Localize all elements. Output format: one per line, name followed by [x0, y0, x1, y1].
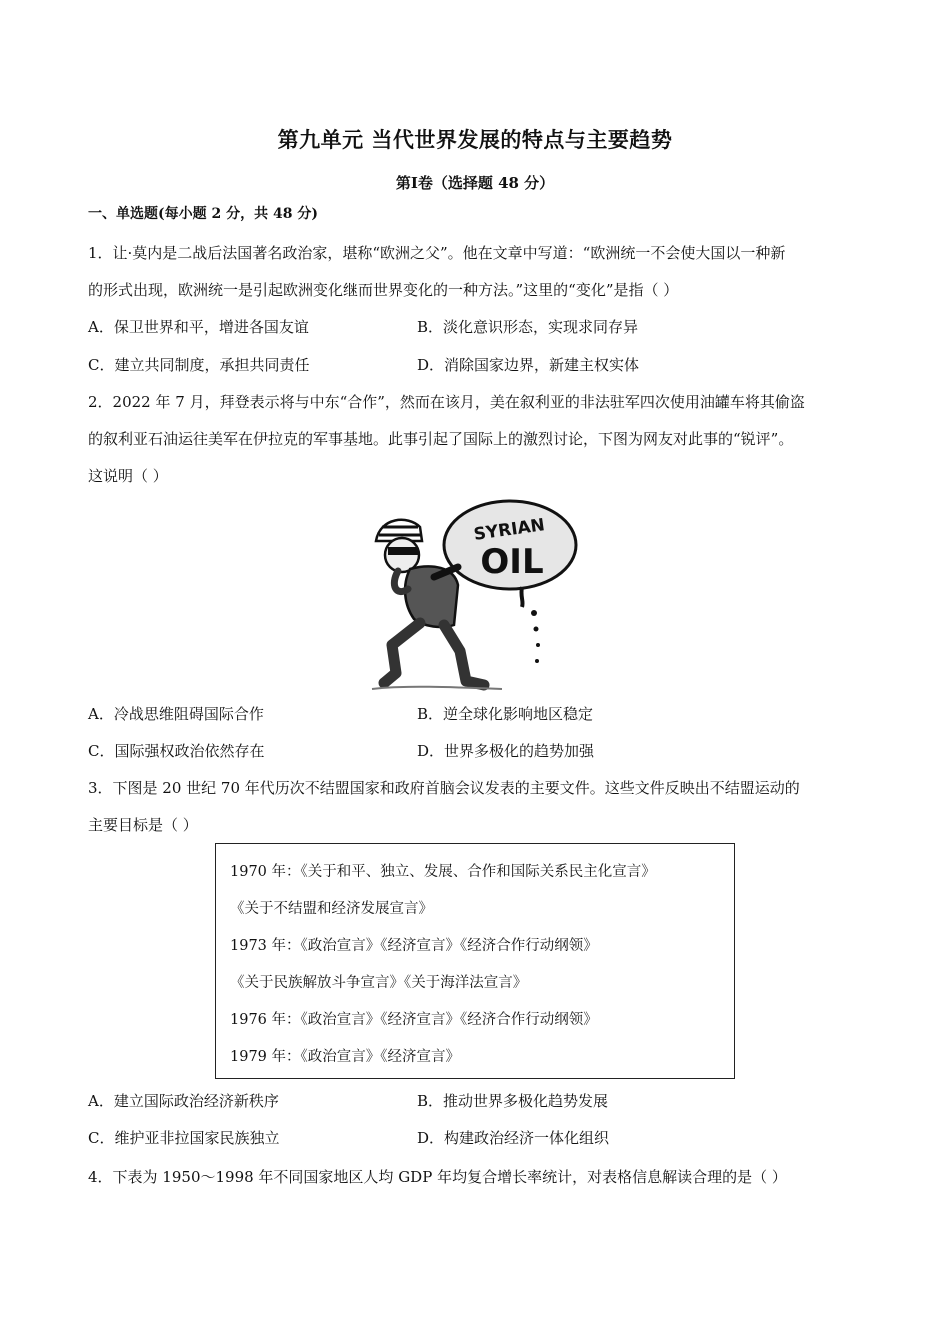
q2-text-line-2: 的叙利亚石油运往美军在伊拉克的军事基地。此事引起了国际上的激烈讨论，下图为网友对此事的“锐评”。: [88, 430, 794, 448]
q3-option-a[interactable]: A．建立国际政治经济新秩序: [88, 1092, 279, 1110]
q1-text-line-2: 的形式出现，欧洲统一是引起欧洲变化继而世界变化的一种方法。”这里的“变化”是指（ ）: [88, 281, 679, 299]
q1-text-line-1: 1．让·莫内是二战后法国著名政治家，堪称“欧洲之父”。他在文章中写道：“欧洲统一不会使大国以一种新: [88, 244, 786, 262]
thief-leg: [384, 623, 420, 683]
box-line: 1976 年：《政治宣言》《经济宣言》《经济合作行动纲领》: [230, 1012, 598, 1028]
page-title: 第九单元 当代世界发展的特点与主要趋势: [277, 128, 673, 152]
q4-text-line-1: 4．下表为 1950～1998 年不同国家地区人均 GDP 年均复合增长率统计，对表格信息解读合理的是（ ）: [88, 1168, 787, 1186]
oil-drop: [535, 659, 539, 663]
q1-option-a[interactable]: A．保卫世界和平，增进各国友谊: [88, 318, 309, 336]
section-heading: 一、单选题(每小题 2 分，共 48 分): [88, 206, 318, 222]
q2-text-line-3: 这说明（ ）: [88, 467, 168, 485]
q2-option-b[interactable]: B．逆全球化影响地区稳定: [417, 705, 594, 723]
oil-drip: [521, 587, 522, 607]
q3-option-d[interactable]: D．构建政治经济一体化组织: [417, 1129, 610, 1147]
box-line: 1979 年：《政治宣言》《经济宣言》: [230, 1049, 461, 1065]
q2-option-a[interactable]: A．冷战思维阻碍国际合作: [88, 705, 264, 723]
thief-mask: [388, 547, 418, 555]
q2-option-c[interactable]: C．国际强权政治依然存在: [88, 742, 265, 760]
box-line: 《关于民族解放斗争宣言》《关于海洋法宣言》: [230, 975, 528, 991]
q1-option-d[interactable]: D．消除国家边界，新建主权实体: [417, 356, 640, 374]
q3-option-c[interactable]: C．维护亚非拉国家民族独立: [88, 1129, 280, 1147]
box-line: 1973 年：《政治宣言》《经济宣言》《经济合作行动纲领》: [230, 938, 598, 954]
q3-option-b[interactable]: B．推动世界多极化趋势发展: [417, 1092, 609, 1110]
thief-cartoon-image: [362, 497, 584, 693]
q1-option-b[interactable]: B．淡化意识形态，实现求同存异: [417, 318, 639, 336]
page-subtitle: 第Ⅰ卷（选择题 48 分）: [395, 174, 555, 192]
oil-drop: [534, 627, 539, 632]
q2-text-line-1: 2．2022 年 7 月，拜登表示将与中东“合作”，然而在该月，美在叙利亚的非法驻军四次使用油罐车将其偷盗: [88, 393, 805, 411]
oil-drop: [536, 643, 540, 647]
cartoon-oil-text: OIL: [480, 542, 544, 582]
q2-option-d[interactable]: D．世界多极化的趋势加强: [417, 742, 595, 760]
box-line: 1970 年：《关于和平、独立、发展、合作和国际关系民主化宣言》: [230, 864, 656, 880]
oil-drop: [531, 610, 537, 616]
box-line: 《关于不结盟和经济发展宣言》: [230, 901, 433, 917]
q3-text-line-1: 3．下图是 20 世纪 70 年代历次不结盟国家和政府首脑会议发表的主要文件。这些文件反映出不结盟运动的: [88, 779, 800, 797]
thief-leg: [444, 625, 484, 685]
cartoon-syrian-text: SYRIAN: [472, 515, 547, 545]
q3-text-line-2: 主要目标是（ ）: [88, 816, 198, 834]
q1-option-c[interactable]: C．建立共同制度，承担共同责任: [88, 356, 310, 374]
q3-document-box: [215, 843, 735, 1079]
